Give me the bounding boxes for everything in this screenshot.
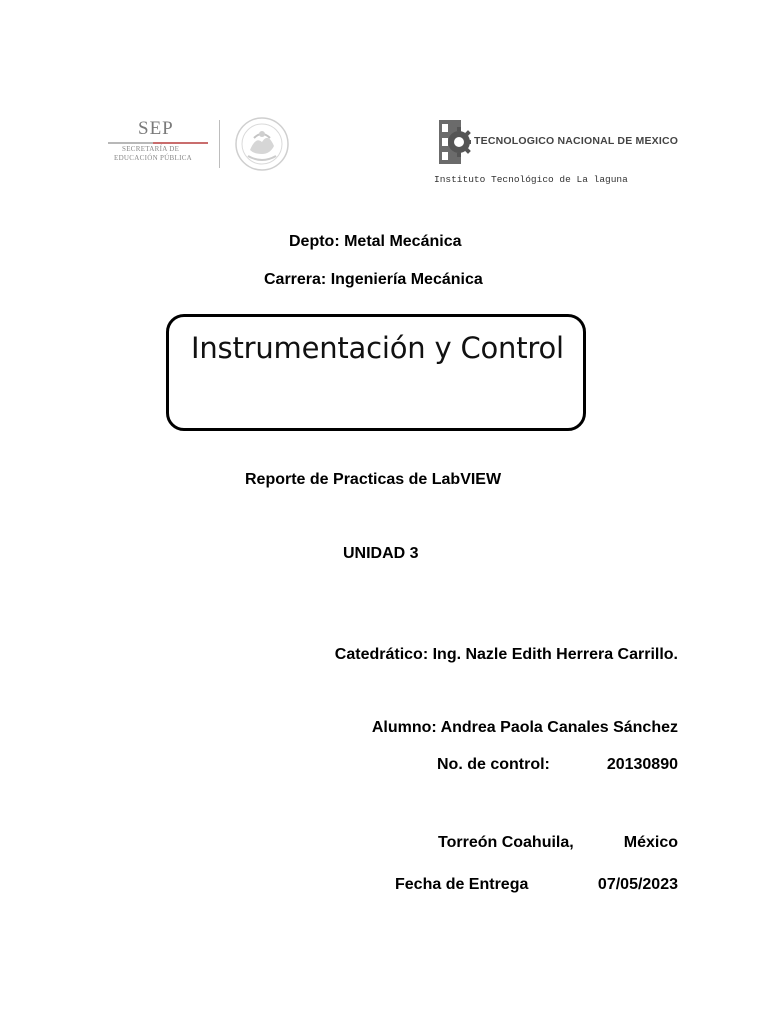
course-title-box bbox=[166, 314, 586, 431]
unit-label: UNIDAD 3 bbox=[343, 545, 419, 562]
sep-logo bbox=[108, 118, 208, 168]
delivery-date-label: Fecha de Entrega bbox=[395, 876, 529, 893]
report-title: Reporte de Practicas de LabVIEW bbox=[245, 471, 502, 488]
control-number-value: 20130890 bbox=[606, 756, 678, 773]
tecnm-logo-title: TECNOLOGICO NACIONAL DE MEXICO bbox=[474, 135, 679, 147]
student-line: Alumno: Andrea Paola Canales Sánchez bbox=[371, 719, 678, 736]
delivery-date-value: 07/05/2023 bbox=[597, 876, 678, 893]
sep-logo-subtitle-line2: EDUCACIÓN PÚBLICA bbox=[114, 154, 193, 162]
location-country: México bbox=[623, 834, 678, 851]
career-line: Carrera: Ingeniería Mecánica bbox=[264, 271, 483, 288]
sep-logo-text: SEP bbox=[138, 118, 174, 139]
department-line: Depto: Metal Mecánica bbox=[289, 233, 462, 250]
sep-logo-subtitle-line1: SECRETARÍA DE bbox=[122, 145, 180, 153]
tecnm-logo-icon bbox=[437, 118, 471, 166]
sep-logo-subtitle bbox=[114, 145, 214, 163]
mexico-seal-icon bbox=[232, 116, 292, 172]
location-city: Torreón Coahuila, bbox=[438, 834, 574, 851]
course-title: Instrumentación y Control bbox=[191, 331, 564, 365]
professor-line: Catedrático: Ing. Nazle Edith Herrera Carrillo. bbox=[334, 646, 678, 663]
tecnm-logo-subtitle: Instituto Tecnológico de La laguna bbox=[434, 174, 628, 185]
logo-divider bbox=[219, 120, 220, 168]
sep-logo-line bbox=[108, 142, 208, 144]
control-number-label: No. de control: bbox=[437, 756, 550, 773]
